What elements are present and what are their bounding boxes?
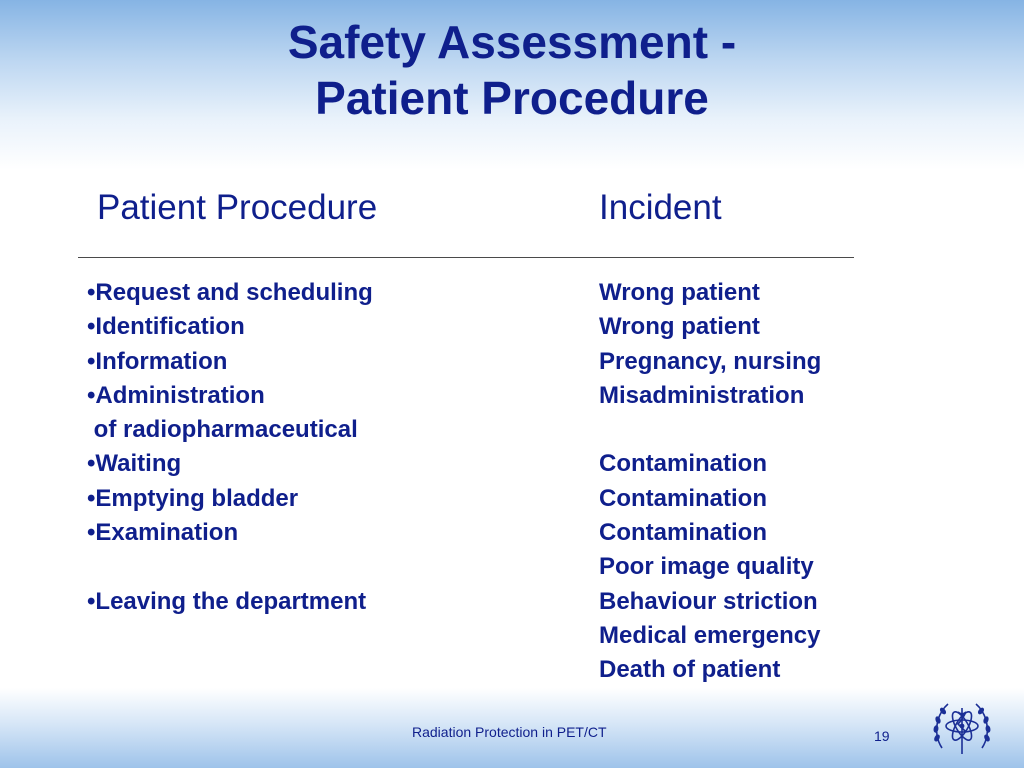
header-divider bbox=[78, 257, 854, 258]
procedure-item-continuation: of radiopharmaceutical bbox=[87, 416, 358, 444]
procedure-item: •Leaving the department bbox=[87, 587, 367, 615]
incident-item: Contamination bbox=[599, 519, 767, 547]
procedure-item: •Administration bbox=[87, 381, 265, 409]
slide-title-line-2: Patient Procedure bbox=[315, 72, 709, 124]
incident-item: Poor image quality bbox=[599, 553, 814, 581]
procedure-item-spacer bbox=[87, 550, 373, 584]
slide-title bbox=[0, 14, 1024, 126]
incident-item-spacer bbox=[599, 413, 821, 447]
procedure-item-spacer bbox=[87, 619, 373, 653]
procedure-item-spacer bbox=[87, 653, 373, 687]
column-header-incident: Incident bbox=[599, 188, 722, 227]
column-header-patient-procedure: Patient Procedure bbox=[97, 188, 378, 227]
incident-item: Contamination bbox=[599, 450, 767, 478]
footer-title: Radiation Protection in PET/CT bbox=[412, 724, 607, 740]
incident-item: Medical emergency bbox=[599, 621, 821, 649]
iaea-logo-icon bbox=[928, 698, 996, 760]
page-number: 19 bbox=[874, 728, 890, 744]
procedure-item: •Emptying bladder bbox=[87, 484, 299, 512]
procedure-item: •Examination bbox=[87, 519, 239, 547]
incident-item: Death of patient bbox=[599, 656, 781, 684]
procedure-item: •Waiting bbox=[87, 450, 182, 478]
incident-item: Wrong patient bbox=[599, 313, 760, 341]
procedure-item: •Request and scheduling bbox=[87, 279, 373, 306]
incident-list bbox=[599, 276, 821, 688]
incident-item: Wrong patient bbox=[599, 279, 760, 306]
slide-title-line-1: Safety Assessment - bbox=[287, 16, 737, 68]
incident-item: Behaviour striction bbox=[599, 587, 818, 615]
incident-item: Pregnancy, nursing bbox=[599, 347, 822, 375]
procedure-list bbox=[87, 276, 373, 688]
procedure-item: •Identification bbox=[87, 313, 245, 341]
procedure-item: •Information bbox=[87, 347, 228, 375]
incident-item: Misadministration bbox=[599, 381, 805, 409]
incident-item: Contamination bbox=[599, 484, 767, 512]
